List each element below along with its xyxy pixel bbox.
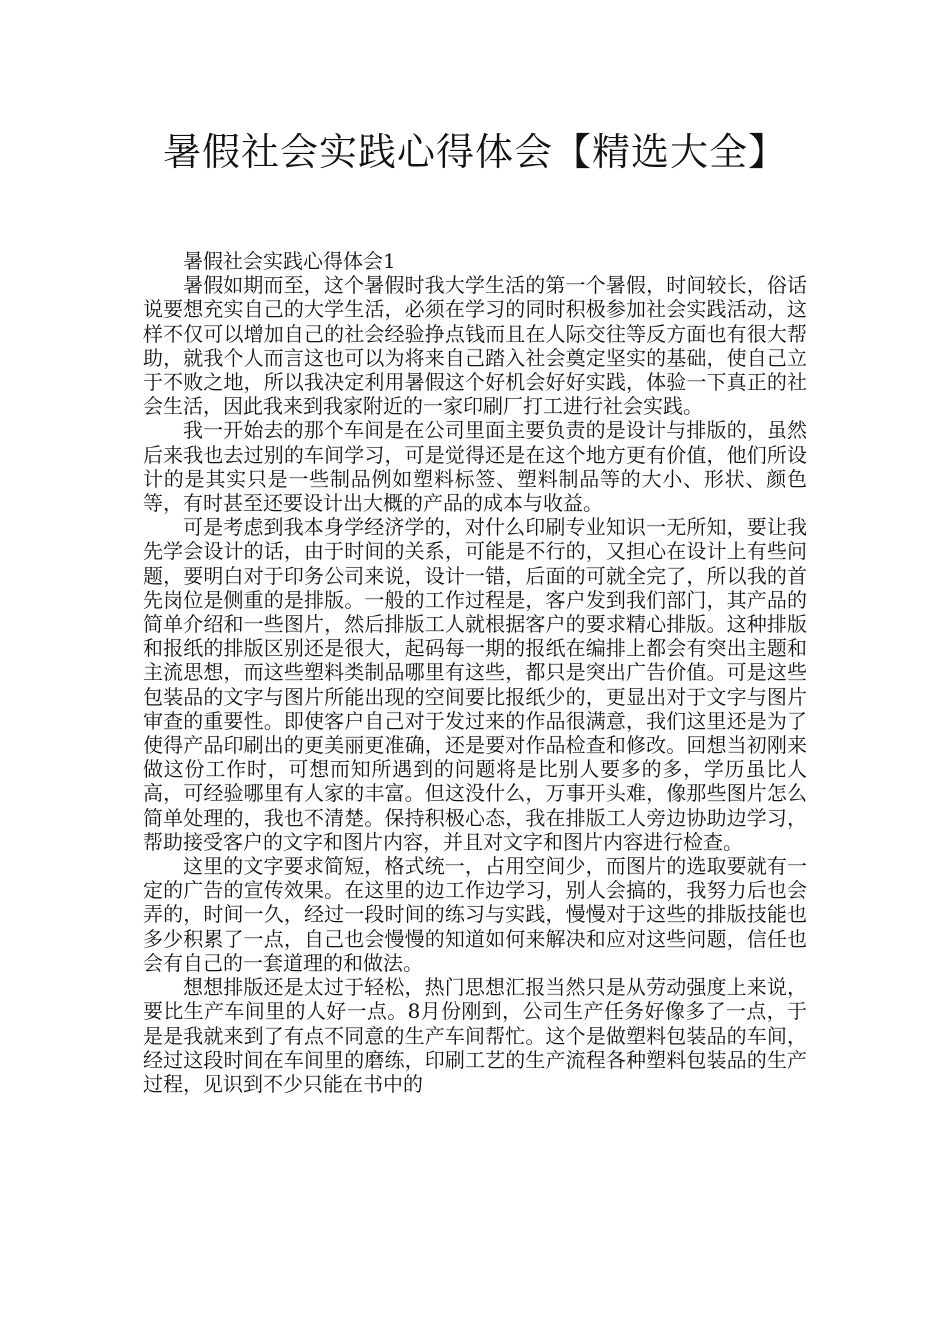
page-title: 暑假社会实践心得体会【精选大全】	[162, 130, 787, 174]
paragraph-1: 暑假如期而至，这个暑假时我大学生活的第一个暑假，时间较长，俗话说要想充实自己的大学生活，必须在学习的同时积极参加社会实践活动，这样不仅可以增加自己的社会经验挣点钱而且在人际交往等反方面也有很大帮助，就我个人而言这也可以为将来自己踏入社会奠定坚实的基础，使自己立于不败之地，所以我决定利用暑假这个好机会好好实践，体验一下真正的社会生活，因此我来到我家附近的一家印刷厂打工进行社会实践。	[143, 273, 807, 419]
paragraph-3: 可是考虑到我本身学经济学的，对什么印刷专业知识一无所知，要让我先学会设计的话，由于时间的关系，可能是不行的，又担心在设计上有些问题，要明白对于印务公司来说，设计一错，后面的可就全完了，所以我的首先岗位是侧重的是排版。一般的工作过程是，客户发到我们部门，其产品的简单介绍和一些图片，然后排版工人就根据客户的要求精心排版。这种排版和报纸的排版区别还是很大，起码每一期的报纸在编排上都会有突出主题和主流思想，而这些塑料类制品哪里有这些，都只是突出广告价值。可是这些包装品的文字与图片所能出现的空间要比报纸少的，更显出对于文字与图片审查的重要性。即使客户自己对于发过来的作品很满意，我们这里还是为了使得产品印刷出的更美丽更准确，还是要对作品检查和修改。回想当初刚来做这份工作时，可想而知所遇到的问题将是比别人要多的多，学历虽比人高，可经验哪里有人家的丰富。但这没什么，万事开头难，像那些图片怎么简单处理的，我也不清楚。保持积极心态，我在排版工人旁边协助边学习，帮助接受客户的文字和图片内容，并且对文字和图片内容进行检查。	[143, 515, 807, 854]
paragraph-2: 我一开始去的那个车间是在公司里面主要负责的是设计与排版的，虽然后来我也去过别的车间学习，可是觉得还是在这个地方更有价值，他们所设计的是其实只是一些制品例如塑料标签、塑料制品等的大小、形状、颜色等，有时甚至还要设计出大概的产品的成本与收益。	[143, 418, 807, 516]
section-heading: 暑假社会实践心得体会1	[183, 249, 396, 273]
document-body	[143, 249, 807, 1096]
paragraph-5: 想想排版还是太过于轻松，热门思想汇报当然只是从劳动强度上来说，要比生产车间里的人好一点。8月份刚到，公司生产任务好像多了一点，于是是我就来到了有点不同意的生产车间帮忙。这个是做塑料包装品的车间，经过这段时间在车间里的磨练，印刷工艺的生产流程各种塑料包装品的生产过程，见识到不少只能在书中的	[143, 975, 807, 1096]
paragraph-4: 这里的文字要求简短，格式统一，占用空间少，而图片的选取要就有一定的广告的宣传效果。在这里的边工作边学习，别人会搞的，我努力后也会弄的，时间一久，经过一段时间的练习与实践，慢慢对于这些的排版技能也多少积累了一点，自己也会慢慢的知道如何来解决和应对这些问题，信任也会有自己的一套道理的和做法。	[143, 854, 807, 975]
